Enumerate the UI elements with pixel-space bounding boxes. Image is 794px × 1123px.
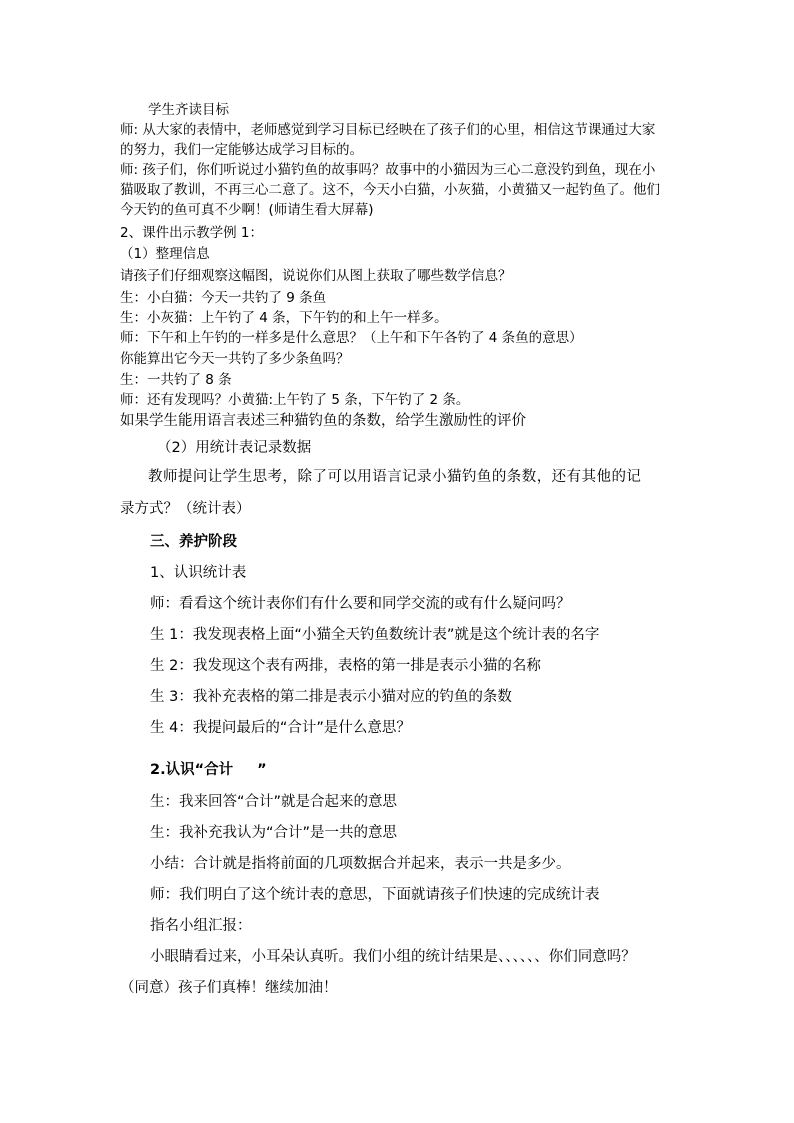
paragraph: 请孩子们仔细观察这幅图，说说你们从图上获取了哪些数学信息？: [120, 268, 512, 284]
paragraph: 小结：合计就是指将前面的几项数据合并起来，表示一共是多少。: [150, 856, 571, 872]
paragraph: 的努力，我们一定能够达成学习目标的。: [120, 142, 363, 158]
paragraph: 生 3：我补充表格的第二排是表示小猫对应的钓鱼的条数: [150, 689, 512, 705]
paragraph: 今天钓的鱼可真不少啊！(师请生看大屏幕): [120, 202, 374, 218]
subsection-heading: [150, 758, 267, 779]
section-heading: 2、课件出示教学例 1：: [120, 225, 263, 241]
paragraph: 猫吸取了教训，不再三心二意了。这不，今天小白猫，小灰猫，小黄猫又一起钓鱼了。他们: [120, 182, 660, 198]
subsection-heading: （2）用统计表记录数据: [157, 440, 312, 456]
paragraph: 师：看看这个统计表你们有什么要和同学交流的或有什么疑问吗？: [150, 596, 571, 612]
paragraph: 师：我们明白了这个统计表的意思，下面就请孩子们快速的完成统计表: [150, 887, 600, 903]
paragraph: 生 2：我发现这个表有两排，表格的第一排是表示小猫的名称: [150, 658, 541, 674]
paragraph: 如果学生能用语言表述三种猫钓鱼的条数，给学生激励性的评价: [120, 413, 526, 429]
paragraph: 生：我补充我认为“合计”是一共的意思: [150, 825, 398, 841]
paragraph: 小眼睛看过来，小耳朵认真听。我们小组的统计结果是、、、、、、你们同意吗？: [150, 949, 636, 965]
paragraph: 师：还有发现吗？小黄猫:上午钓了 5 条，下午钓了 2 条。: [120, 392, 470, 408]
heading-quote-mark: ”: [257, 762, 267, 778]
paragraph: 学生齐读目标: [148, 102, 229, 118]
paragraph: （同意）孩子们真棒！继续加油！: [120, 980, 338, 996]
paragraph: 生 4：我提问最后的“合计”是什么意思？: [150, 720, 411, 736]
paragraph: 生：小白猫：今天一共钓了 9 条鱼: [120, 290, 327, 306]
heading-text: 2.认识“合计: [150, 762, 234, 778]
paragraph: 师：下午和上午钓的一样多是什么意思？（上午和下午各钓了 4 条鱼的意思）: [120, 330, 583, 346]
paragraph: 生：我来回答“合计”就是合起来的意思: [150, 794, 398, 810]
paragraph: 教师提问让学生思考，除了可以用语言记录小猫钓鱼的条数，还有其他的记: [148, 469, 642, 485]
paragraph: 指名小组汇报：: [150, 918, 252, 934]
paragraph: 生 1：我发现表格上面“小猫全天钓鱼数统计表”就是这个统计表的名字: [150, 627, 600, 643]
paragraph: 录方式？（统计表）: [120, 501, 251, 517]
paragraph: 师: 孩子们，你们听说过小猫钓鱼的故事吗？故事中的小猫因为三心二意没钓到鱼，现在小: [120, 162, 656, 178]
subsection-heading: 1、认识统计表: [150, 565, 247, 581]
paragraph: 你能算出它今天一共钓了多少条鱼吗？: [120, 351, 350, 367]
subsection-heading: （1）整理信息: [120, 246, 210, 262]
paragraph: 生：一共钓了 8 条: [120, 372, 232, 388]
paragraph: 生：小灰猫：上午钓了 4 条，下午钓的和上午一样多。: [120, 310, 448, 326]
paragraph: 师: 从大家的表情中，老师感觉到学习目标已经映在了孩子们的心里，相信这节课通过大家: [120, 122, 656, 138]
section-heading: 三、养护阶段: [150, 534, 237, 550]
